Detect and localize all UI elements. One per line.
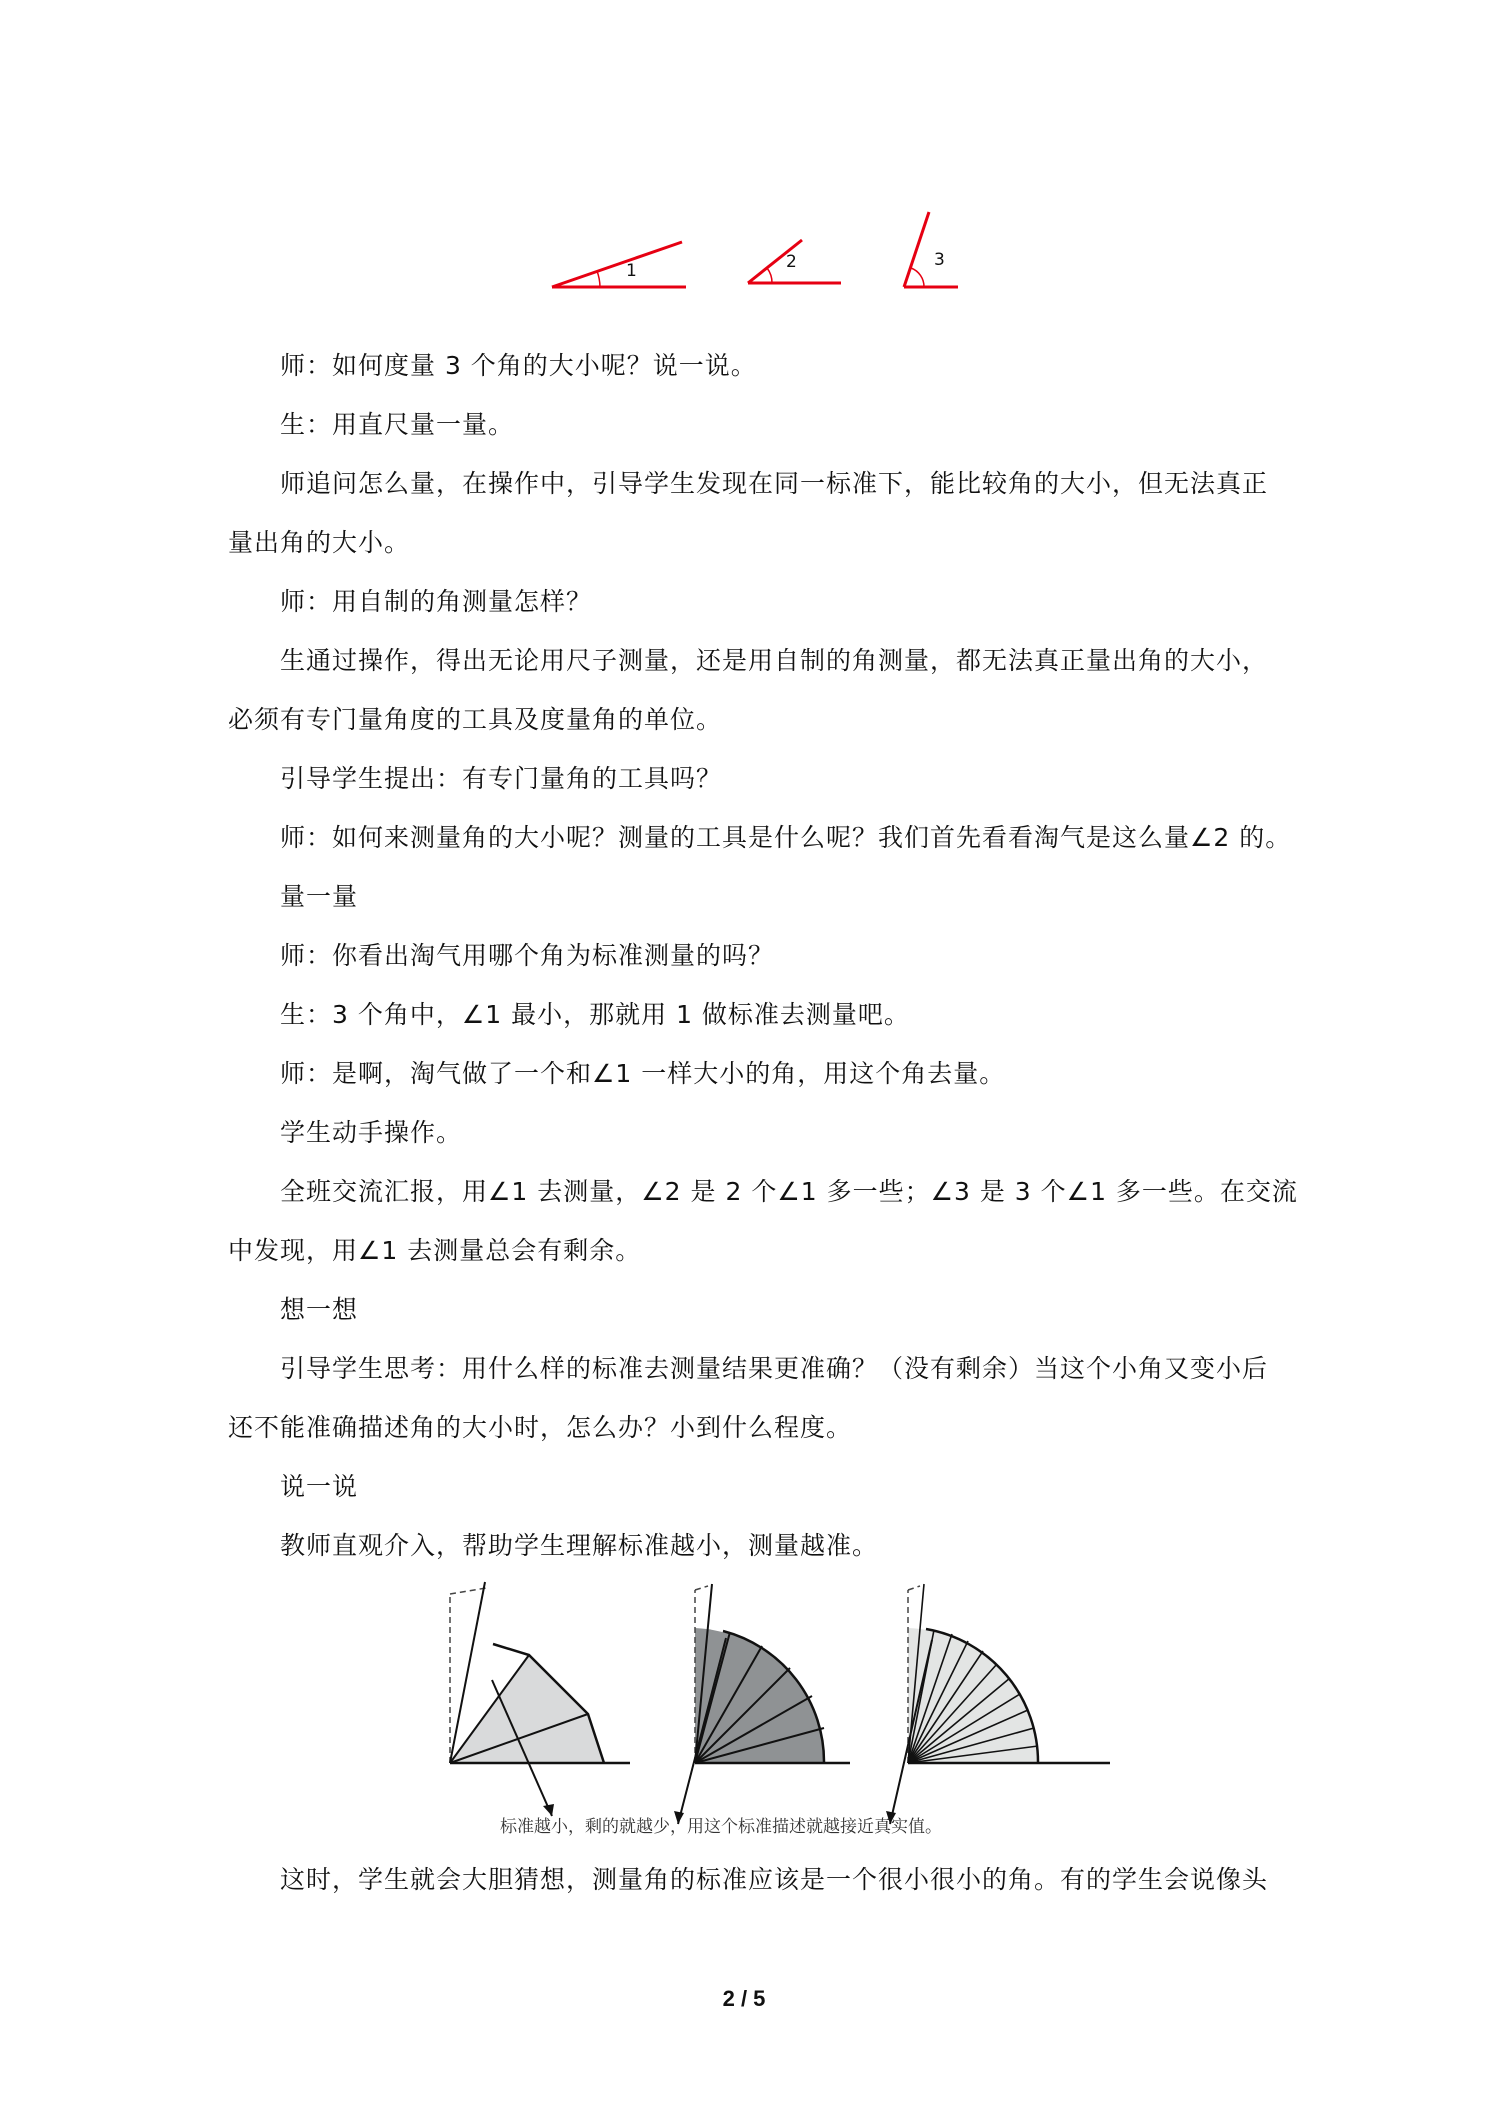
paragraph-line: 量出角的大小。: [228, 528, 411, 557]
paragraph-line: 生：3 个角中，∠1 最小，那就用 1 做标准去测量吧。: [280, 1000, 910, 1029]
paragraph-line: 引导学生提出：有专门量角的工具吗？: [280, 764, 723, 793]
paragraph-line: 还不能准确描述角的大小时，怎么办？小到什么程度。: [228, 1413, 853, 1442]
paragraph-line: 师：用自制的角测量怎样？: [280, 587, 593, 616]
section-heading: 想一想: [280, 1295, 359, 1324]
figure-caption: 标准越小，剩的就越少，用这个标准描述就越接近真实值。: [500, 1817, 942, 1837]
measurement-sectors-figure: [440, 1578, 1120, 1838]
paragraph-line: 师追问怎么量，在操作中，引导学生发现在同一标准下，能比较角的大小，但无法真正: [280, 469, 1269, 498]
sector-panel-small-standard: [886, 1584, 1110, 1824]
paragraph-line: 师：如何来测量角的大小呢？测量的工具是什么呢？我们首先看看淘气是这么量∠2 的。: [280, 823, 1292, 852]
section-heading: 说一说: [280, 1472, 359, 1501]
page-indicator: 2 / 5: [722, 1986, 766, 2011]
paragraph-line: 生通过操作，得出无论用尺子测量，还是用自制的角测量，都无法真正量出角的大小，: [280, 646, 1269, 675]
angle-3-label: 3: [934, 250, 945, 270]
angle-3: [904, 212, 958, 287]
sector-panel-medium-standard: [674, 1584, 850, 1824]
paragraph-line: 教师直观介入，帮助学生理解标准越小，测量越准。: [280, 1531, 879, 1560]
paragraph-line: 师：是啊，淘气做了一个和∠1 一样大小的角，用这个角去量。: [280, 1059, 1006, 1088]
sector-panel-large-standard: [450, 1582, 630, 1816]
section-heading: 量一量: [280, 882, 359, 911]
paragraph-line: 师：你看出淘气用哪个角为标准测量的吗？: [280, 941, 775, 970]
angle-1-label: 1: [626, 261, 637, 281]
angle-1: [552, 242, 686, 287]
angle-2-label: 2: [786, 252, 797, 272]
paragraph-line: 学生动手操作。: [280, 1118, 463, 1147]
paragraph-line: 引导学生思考：用什么样的标准去测量结果更准确？（没有剩余）当这个小角又变小后: [280, 1354, 1269, 1383]
paragraph-line: 生：用直尺量一量。: [280, 410, 515, 439]
paragraph-line: 师：如何度量 3 个角的大小呢？说一说。: [280, 351, 757, 380]
paragraph-line: 全班交流汇报，用∠1 去测量，∠2 是 2 个∠1 多一些；∠3 是 3 个∠1 多一些。在交流: [280, 1177, 1298, 1206]
three-angles-figure: [540, 200, 990, 305]
paragraph-line: 中发现，用∠1 去测量总会有剩余。: [228, 1236, 642, 1265]
paragraph-line: 这时，学生就会大胆猜想，测量角的标准应该是一个很小很小的角。有的学生会说像头: [280, 1865, 1269, 1894]
paragraph-line: 必须有专门量角度的工具及度量角的单位。: [228, 705, 723, 734]
